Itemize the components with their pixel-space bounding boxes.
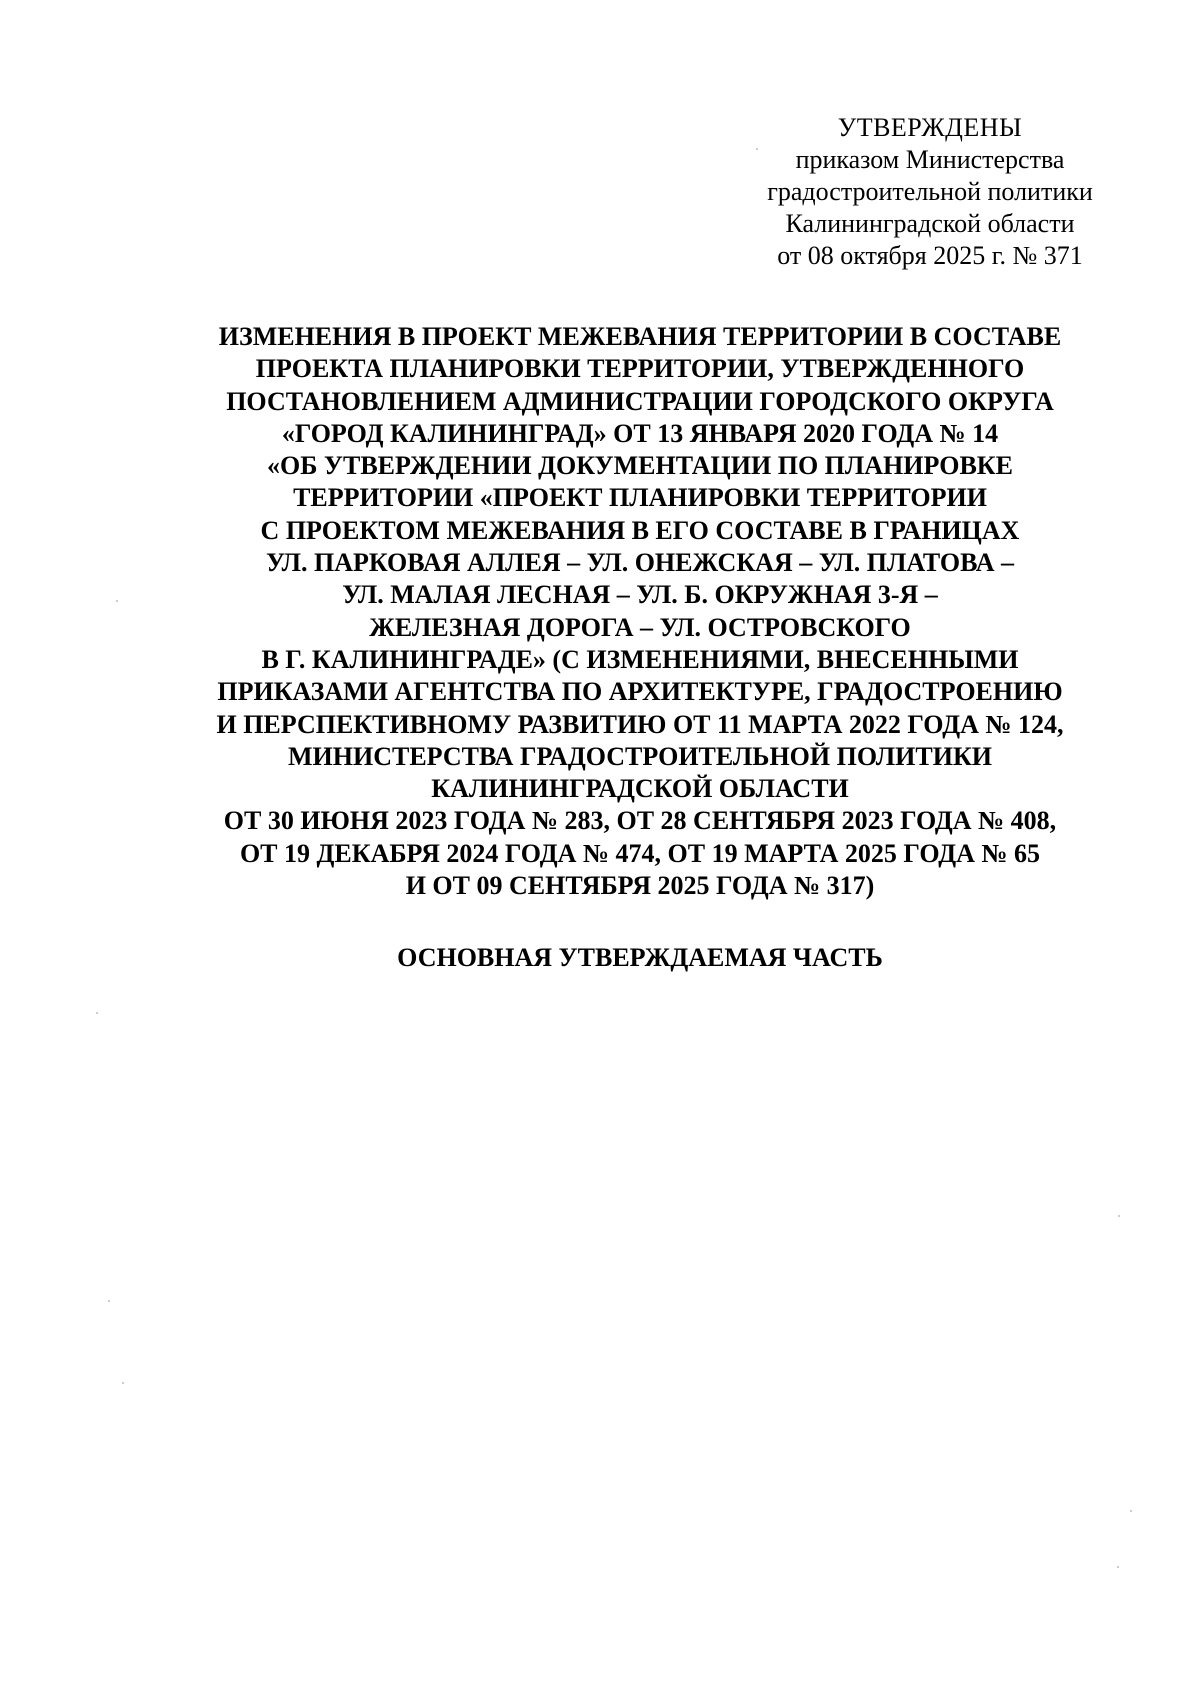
approval-line: приказом Министерства <box>795 145 1065 174</box>
approval-line: градостроительной политики <box>767 177 1093 206</box>
section-subtitle: ОСНОВНАЯ УТВЕРЖДАЕМАЯ ЧАСТЬ <box>397 943 883 972</box>
approval-heading: УТВЕРЖДЕНЫ <box>837 113 1023 142</box>
scan-speck <box>756 148 758 150</box>
title-line: ПРИКАЗАМИ АГЕНТСТВА ПО АРХИТЕКТУРЕ, ГРАДОСТРОЕНИЮ <box>217 677 1063 707</box>
scan-speck <box>108 1300 110 1302</box>
title-line: УЛ. МАЛАЯ ЛЕСНАЯ – УЛ. Б. ОКРУЖНАЯ 3-Я – <box>342 580 938 610</box>
scan-speck <box>122 1382 124 1384</box>
approval-date-line: от 08 октября 2025 г. № 371 <box>777 241 1083 270</box>
title-line: И ОТ 09 СЕНТЯБРЯ 2025 ГОДА № 317) <box>405 871 875 901</box>
title-line: КАЛИНИНГРАДСКОЙ ОБЛАСТИ <box>431 774 849 804</box>
approval-line: Калининградской области <box>785 209 1075 238</box>
title-line: ОТ 30 ИЮНЯ 2023 ГОДА № 283, ОТ 28 СЕНТЯБРЯ 2023 ГОДА № 408, <box>223 806 1057 836</box>
title-line: С ПРОЕКТОМ МЕЖЕВАНИЯ В ЕГО СОСТАВЕ В ГРАНИЦАХ <box>260 515 1020 545</box>
title-line: «ОБ УТВЕРЖДЕНИИ ДОКУМЕНТАЦИИ ПО ПЛАНИРОВКЕ <box>267 451 1013 481</box>
title-line: МИНИСТЕРСТВА ГРАДОСТРОИТЕЛЬНОЙ ПОЛИТИКИ <box>287 741 993 771</box>
title-line: ЖЕЛЕЗНАЯ ДОРОГА – УЛ. ОСТРОВСКОГО <box>369 612 911 642</box>
title-line: И ПЕРСПЕКТИВНОМУ РАЗВИТИЮ ОТ 11 МАРТА 2022 ГОДА № 124, <box>216 709 1064 739</box>
title-line: ПОСТАНОВЛЕНИЕМ АДМИНИСТРАЦИИ ГОРОДСКОГО ОКРУГА <box>226 386 1054 416</box>
document-title <box>160 321 1120 902</box>
scan-speck <box>96 1012 98 1014</box>
scan-speck <box>116 600 118 602</box>
title-line: ТЕРРИТОРИИ «ПРОЕКТ ПЛАНИРОВКИ ТЕРРИТОРИИ <box>293 483 987 513</box>
scan-speck <box>1117 1566 1119 1568</box>
title-line: ОТ 19 ДЕКАБРЯ 2024 ГОДА № 474, ОТ 19 МАРТА 2025 ГОДА № 65 <box>239 838 1041 868</box>
title-line: «ГОРОД КАЛИНИНГРАД» ОТ 13 ЯНВАРЯ 2020 ГОДА № 14 <box>281 418 999 448</box>
scan-speck <box>1118 1215 1120 1217</box>
scan-speck <box>1130 1510 1132 1512</box>
title-line: ПРОЕКТА ПЛАНИРОВКИ ТЕРРИТОРИИ, УТВЕРЖДЕННОГО <box>255 354 1025 384</box>
title-line: В Г. КАЛИНИНГРАДЕ» (С ИЗМЕНЕНИЯМИ, ВНЕСЕННЫМИ <box>261 644 1019 674</box>
approval-block <box>720 112 1140 272</box>
title-line: УЛ. ПАРКОВАЯ АЛЛЕЯ – УЛ. ОНЕЖСКАЯ – УЛ. ПЛАТОВА – <box>265 548 1015 578</box>
title-line: ИЗМЕНЕНИЯ В ПРОЕКТ МЕЖЕВАНИЯ ТЕРРИТОРИИ В СОСТАВЕ <box>218 322 1062 351</box>
